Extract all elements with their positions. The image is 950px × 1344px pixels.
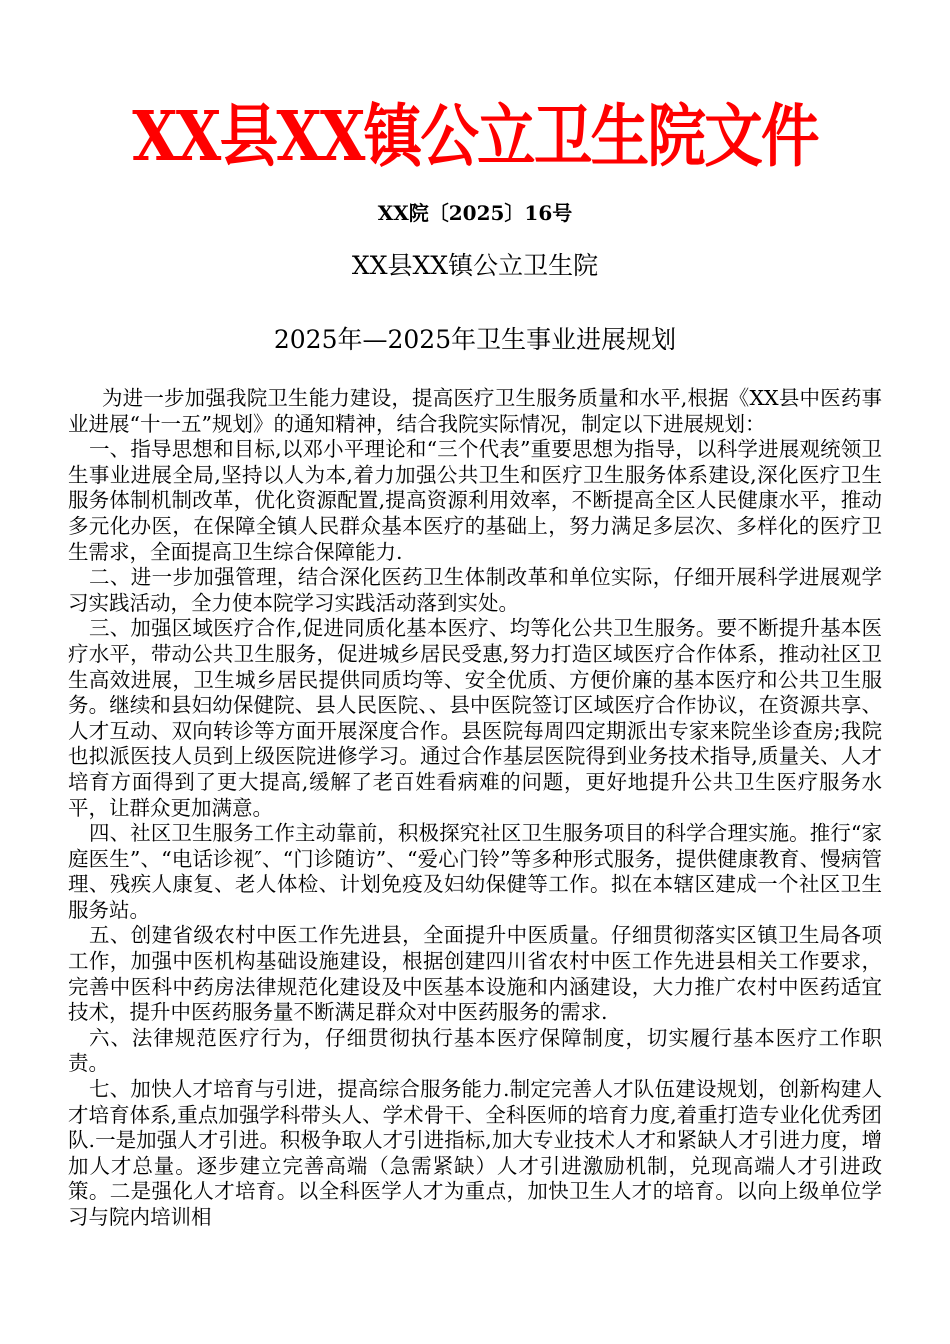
document-body [68,386,882,1231]
document-red-header: XX县XX镇公立卫生院文件 [132,97,818,177]
paragraph-section-5: 五、创建省级农村中医工作先进县，全面提升中医质量。仔细贯彻落实区镇卫生局各项工作，加强中医机构基础设施建设，根据创建四川省农村中医工作先进县相关工作要求，完善中医科中药房法律规范化建设及中医基本设施和内涵建设，大力推广农村中医药适宜技术，提升中医药服务量不断满足群众对中医药服务的需求. [68,923,882,1025]
document-title: 2025年—2025年卫生事业进展规划 [273,325,677,354]
issuer-name: XX县XX镇公立卫生院 [351,251,599,280]
paragraph-section-2: 二、进一步加强管理，结合深化医药卫生体制改革和单位实际，仔细开展科学进展观学习实践活动，全力使本院学习实践活动落到实处。 [68,565,882,615]
paragraph-section-1: 一、指导思想和目标,以邓小平理论和“三个代表”重要思想为指导，以科学进展观统领卫生事业进展全局,坚持以人为本,着力加强公共卫生和医疗卫生服务体系建设,深化医疗卫生服务体制机制改革，优化资源配置,提高资源利用效率，不断提高全区人民健康水平，推动多元化办医，在保障全镇人民群众基本医疗的基础上，努力满足多层次、多样化的医疗卫生需求，全面提高卫生综合保障能力. [68,437,882,564]
document-number: XX院〔2025〕16号 [377,201,573,225]
paragraph-section-3: 三、加强区域医疗合作,促进同质化基本医疗、均等化公共卫生服务。要不断提升基本医疗水平，带动公共卫生服务，促进城乡居民受惠,努力打造区域医疗合作体系，推动社区卫生高效进展，卫生城乡居民提供同质均等、安全优质、方便价廉的基本医疗和公共卫生服务。继续和县妇幼保健院、县人民医院、、县中医院签订区域医疗合作协议，在资源共享、人才互动、双向转诊等方面开展深度合作。县医院每周四定期派出专家来院坐诊查房;我院也拟派医技人员到上级医院进修学习。通过合作基层医院得到业务技术指导,质量关、人才培育方面得到了更大提高,缓解了老百姓看病难的问题，更好地提升公共卫生医疗服务水平，让群众更加满意。 [68,616,882,820]
paragraph-section-6: 六、法律规范医疗行为，仔细贯彻执行基本医疗保障制度，切实履行基本医疗工作职责。 [68,1025,882,1076]
paragraph-section-7: 七、加快人才培育与引进，提高综合服务能力.制定完善人才队伍建设规划，创新构建人才培育体系,重点加强学科带头人、学术骨干、全科医师的培育力度,着重打造专业化优秀团队.一是加强人才引进。积极争取人才引进指标,加大专业技术人才和紧缺人才引进力度，增加人才总量。逐步建立完善高端（急需紧缺）人才引进激励机制，兑现高端人才引进政策。二是强化人才培育。以全科医学人才为重点，加快卫生人才的培育。以向上级单位学习与院内培训相 [68,1077,882,1229]
paragraph-intro: 为进一步加强我院卫生能力建设，提高医疗卫生服务质量和水平,根据《XX县中医药事业进展“十一五”规划》的通知精神，结合我院实际情况，制定以下进展规划： [68,386,882,436]
paragraph-section-4: 四、社区卫生服务工作主动靠前，积极探究社区卫生服务项目的科学合理实施。推行“家庭医生”、“电话诊视″、“门诊随访”、“爱心门铃”等多种形式服务，提供健康教育、慢病管理、残疾人康复、老人体检、计划免疫及妇幼保健等工作。拟在本辖区建成一个社区卫生服务站。 [68,821,882,922]
